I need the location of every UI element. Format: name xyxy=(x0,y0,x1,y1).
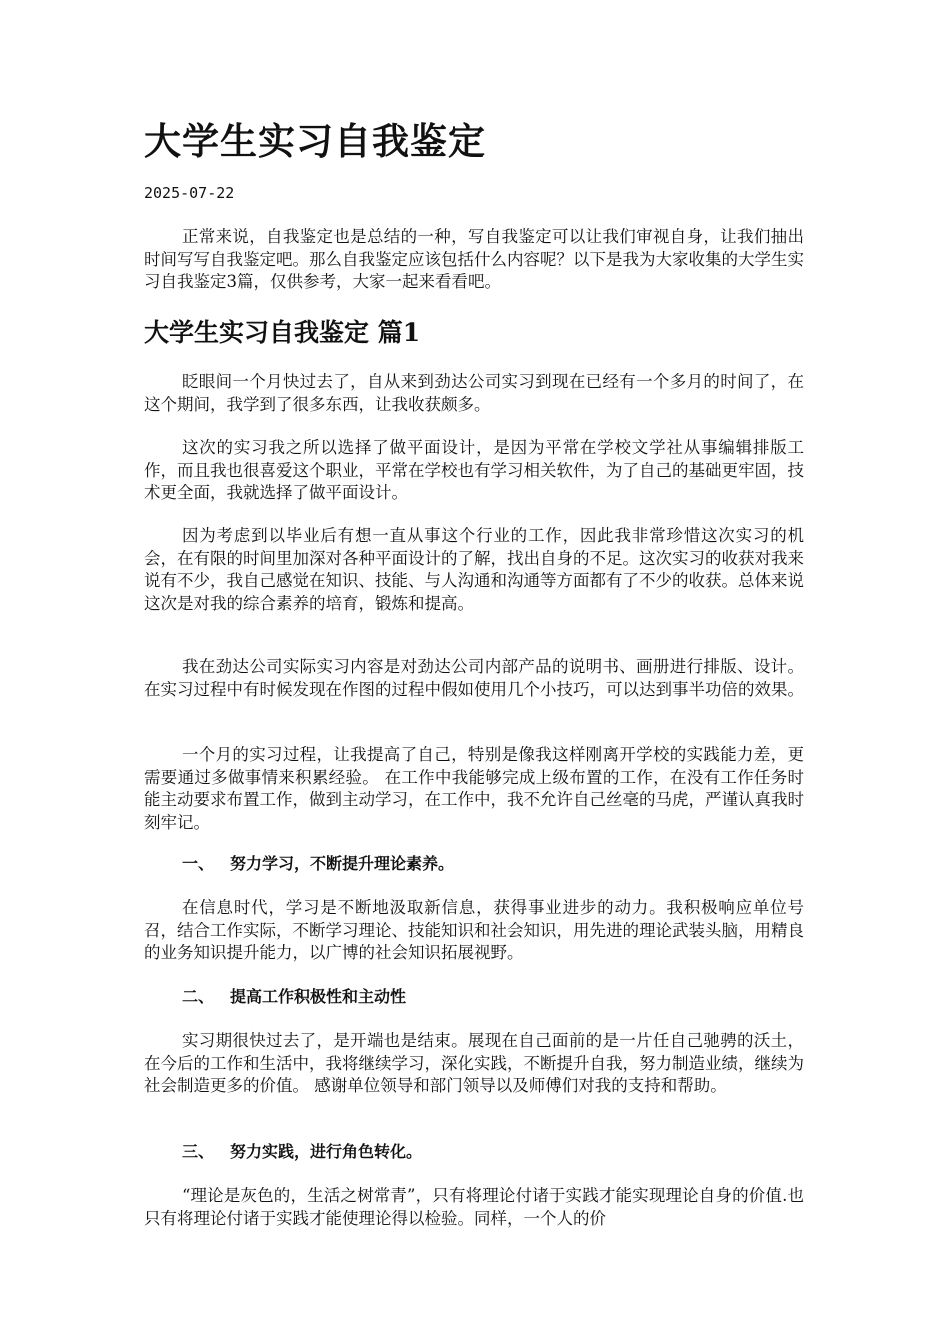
point-heading-2 xyxy=(182,986,406,1008)
point-body-1: 在信息时代，学习是不断地汲取新信息，获得事业进步的动力。我积极响应单位号召，结合工作实际，不断学习理论、技能知识和社会知识，用先进的理论武装头脑，用精良的业务知识提升能力，以广博的社会知识拓展视野。 xyxy=(144,898,804,962)
body-paragraph-1: 眨眼间一个月快过去了，自从来到劲达公司实习到现在已经有一个多月的时间了，在这个期间，我学到了很多东西，让我收获颇多。 xyxy=(144,372,804,414)
document-date: 2025-07-22 xyxy=(144,184,235,202)
point-title-2: 提高工作积极性和主动性 xyxy=(230,987,407,1006)
point-title-1: 努力学习，不断提升理论素养。 xyxy=(230,854,455,873)
section-heading: 大学生实习自我鉴定 篇1 xyxy=(144,318,421,347)
body-paragraph-4: 我在劲达公司实际实习内容是对劲达公司内部产品的说明书、画册进行排版、设计。在实习过程中有时候发现在作图的过程中假如使用几个小技巧，可以达到事半功倍的效果。 xyxy=(144,657,804,699)
point-body-2: 实习期很快过去了，是开端也是结束。展现在自己面前的是一片任自己驰骋的沃土，在今后的工作和生活中，我将继续学习，深化实践，不断提升自我，努力制造业绩，继续为社会制造更多的价值。 感谢单位领导和部门领导以及师傅们对我的支持和帮助。 xyxy=(144,1031,804,1095)
body-paragraph-2: 这次的实习我之所以选择了做平面设计，是因为平常在学校文学社从事编辑排版工作，而且我也很喜爱这个职业，平常在学校也有学习相关软件，为了自己的基础更牢固，技术更全面，我就选择了做平面设计。 xyxy=(144,438,804,502)
point-heading-3 xyxy=(182,1141,422,1163)
point-number-3: 三、 xyxy=(182,1142,215,1161)
body-paragraph-5: 一个月的实习过程，让我提高了自己，特别是像我这样刚离开学校的实践能力差，更需要通过多做事情来积累经验。 在工作中我能够完成上级布置的工作，在没有工作任务时能主动要求布置工作，做到主动学习，在工作中，我不允许自己丝毫的马虎，严谨认真我时刻牢记。 xyxy=(144,745,804,832)
intro-paragraph: 正常来说，自我鉴定也是总结的一种，写自我鉴定可以让我们审视自身，让我们抽出时间写写自我鉴定吧。那么自我鉴定应该包括什么内容呢？以下是我为大家收集的大学生实习自我鉴定3篇，仅供参考，大家一起来看看吧。 xyxy=(144,227,804,291)
point-heading-1 xyxy=(182,853,454,875)
point-body-3: “理论是灰色的，生活之树常青”，只有将理论付诸于实践才能实现理论自身的价值.也只有将理论付诸于实践才能使理论得以检验。同样，一个人的价 xyxy=(144,1186,804,1228)
document-title: 大学生实习自我鉴定 xyxy=(144,119,486,163)
point-title-3: 努力实践，进行角色转化。 xyxy=(230,1142,423,1161)
body-paragraph-3: 因为考虑到以毕业后有想一直从事这个行业的工作，因此我非常珍惜这次实习的机会，在有限的时间里加深对各种平面设计的了解，找出自身的不足。这次实习的收获对我来说有不少，我自己感觉在知识、技能、与人沟通和沟通等方面都有了不少的收获。总体来说这次是对我的综合素养的培育，锻炼和提高。 xyxy=(144,526,804,613)
point-number-1: 一、 xyxy=(182,854,215,873)
point-number-2: 二、 xyxy=(182,987,215,1006)
